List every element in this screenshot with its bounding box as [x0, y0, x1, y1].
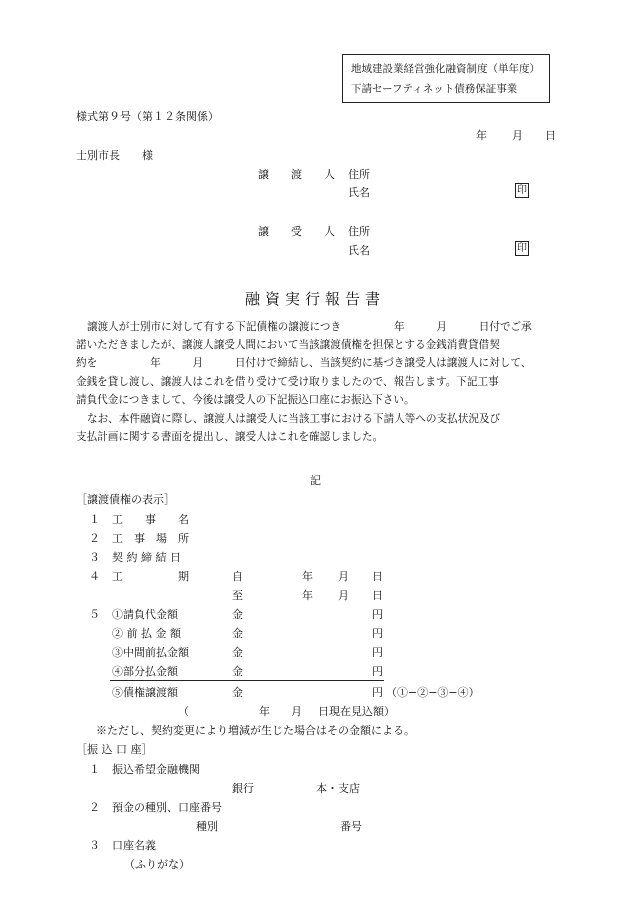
period-from-month: 月 [338, 570, 349, 583]
body-p1-line1: 譲渡人が士別市に対して有する下記債権の譲渡につき 年 月 日付でご承 [87, 321, 532, 333]
ki-heading: 記 [310, 474, 321, 487]
amount-interim-yen: 円 [372, 646, 383, 659]
bank-item-num: １ [89, 763, 100, 776]
amount-interim-label: ③中間前払金額 [112, 646, 189, 659]
amount-partial-kin: 金 [232, 665, 243, 678]
amount-transfer-kin: 金 [232, 686, 243, 699]
period-to-day: 日 [372, 589, 383, 602]
body-p2-line2: 支払計画に関する書面を提出し、譲受人はこれを確認しました。 [76, 431, 384, 443]
bank-item-label: 振込希望金融機関 [112, 763, 200, 776]
item3-num: ３ [89, 551, 100, 564]
amount-interim-kin: 金 [232, 646, 243, 659]
amount-contract-kin: 金 [232, 608, 243, 621]
as-of-month: 月 [291, 705, 302, 718]
date-month: 月 [512, 129, 523, 142]
period-to: 至 [232, 589, 243, 602]
form-number: 様式第９号（第１２条関係） [76, 110, 219, 123]
addressee: 士別市長 様 [76, 149, 153, 162]
amount-partial-label: ④部分払金額 [112, 665, 178, 678]
as-of-year: 年 [259, 705, 270, 718]
transferee-name-label: 氏名 [348, 244, 370, 257]
holder-item-num: ３ [89, 839, 100, 852]
amount-contract-yen: 円 [372, 608, 383, 621]
item3-label: 契 約 締 結 日 [112, 551, 181, 564]
account-kind-label: 種別 [196, 820, 218, 833]
program-box [342, 54, 550, 103]
period-from: 自 [232, 570, 243, 583]
page-title: 融資実行報告書 [244, 290, 385, 308]
item1-label: 工 事 名 [112, 513, 189, 526]
item2-num: ２ [89, 532, 100, 545]
item4-label: 工 期 [112, 570, 189, 583]
program-line-1: 地域建設業経営強化融資制度（単年度） [351, 63, 540, 75]
body-p1-line5: 請負代金につきまして、今後は譲受人の下記振込口座にお振込下さい。 [76, 394, 415, 406]
transferor-seal: 印 [517, 185, 527, 196]
account-item-num: ２ [89, 801, 100, 814]
period-to-month: 月 [338, 589, 349, 602]
transferor-name-label: 氏名 [348, 186, 370, 199]
amount-contract-label: ①請負代金額 [112, 608, 178, 621]
item4-num: ４ [89, 570, 100, 583]
branch-label: 本・支店 [316, 782, 360, 795]
transferee-role: 譲 受 人 [258, 225, 335, 238]
amount-advance-yen: 円 [372, 627, 383, 640]
transferee-address-label: 住所 [348, 225, 370, 238]
period-from-day: 日 [372, 570, 383, 583]
amount-formula: （①−②−③−④） [386, 686, 480, 699]
amount-partial-yen: 円 [372, 665, 383, 678]
body-p2-line1: なお、本件融資に際し、譲渡人は譲受人に当該工事における下請人等への支払状況及び [87, 413, 501, 425]
amount-transfer-label: ⑤債権譲渡額 [112, 686, 178, 699]
transferor-role: 譲 渡 人 [258, 168, 335, 181]
period-to-year: 年 [302, 589, 313, 602]
transferor-address-label: 住所 [348, 168, 370, 181]
item1-num: １ [89, 513, 100, 526]
item5-num: ５ [89, 608, 100, 621]
period-from-year: 年 [302, 570, 313, 583]
item2-label: 工 事 場 所 [112, 532, 189, 545]
subtotal-rule [110, 680, 384, 681]
account-item-label: 預金の種別、口座番号 [112, 801, 222, 814]
body-p1-line4: 金銭を貸し渡し、譲渡人はこれを借り受けて受け取りましたので、報告します。下記工事 [76, 376, 499, 388]
account-number-label: 番号 [340, 820, 362, 833]
section1-heading: ［譲渡債権の表示］ [76, 493, 175, 506]
body-p1-line3: 約を 年 月 日付けで締結し、当該契約に基づき譲受人は譲渡人に対して、 [76, 357, 532, 369]
bank-label: 銀行 [232, 782, 254, 795]
furigana-label: （ふりがな） [124, 858, 190, 871]
as-of-text: 日現在見込額） [318, 705, 395, 718]
date-day: 日 [545, 129, 556, 142]
amount-transfer-yen: 円 [372, 686, 383, 699]
body-p1-line2: 諾いただきましたが、譲渡人譲受人間において当該譲渡債権を担保とする金銭消費貸借契 [76, 339, 500, 351]
holder-item-label: 口座名義 [112, 839, 156, 852]
date-year: 年 [476, 129, 487, 142]
amount-advance-label: ② 前 払 金 額 [112, 627, 181, 640]
program-line-2: 下請セーフティネット債務保証事業 [351, 83, 518, 95]
section2-heading: ［振 込 口 座］ [76, 743, 153, 756]
amount-advance-kin: 金 [232, 627, 243, 640]
as-of-open: （ [178, 705, 189, 718]
note: ※ただし、契約変更により増減が生じた場合はその金額による。 [96, 724, 415, 737]
transferee-seal: 印 [517, 243, 527, 254]
